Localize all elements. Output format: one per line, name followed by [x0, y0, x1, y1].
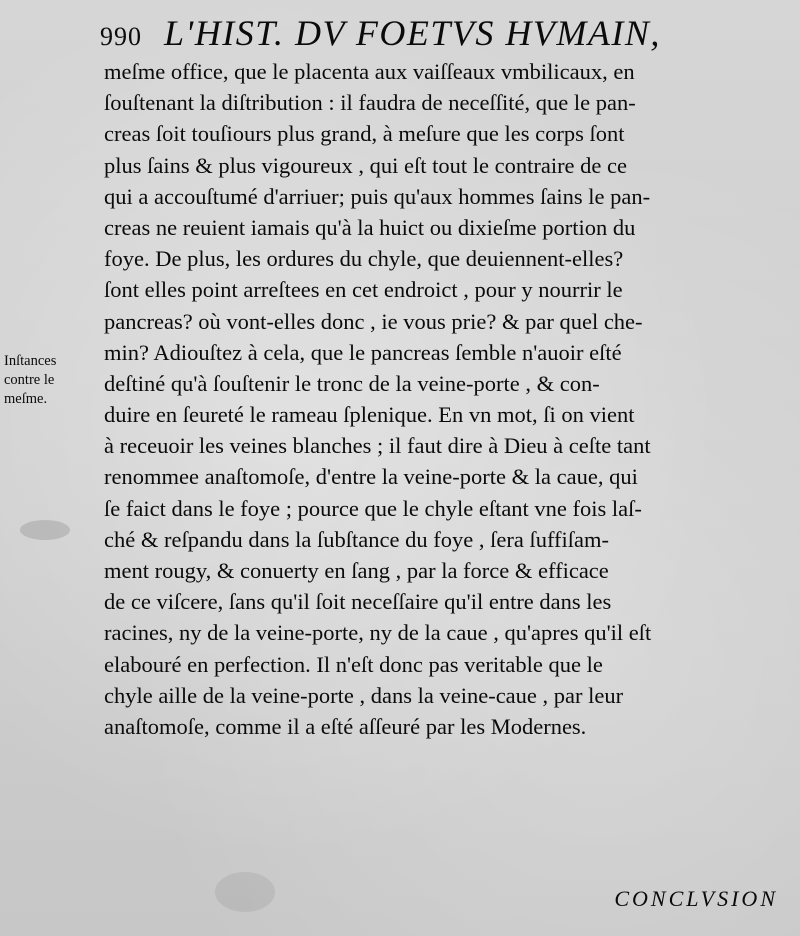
text-line: de ce viſcere, ſans qu'il ſoit neceſſaire qu'il entre dans les: [104, 589, 612, 615]
page-stain: [20, 520, 70, 540]
margin-note-line: Inſtances: [4, 353, 57, 369]
running-head: [100, 12, 780, 58]
text-line: chyle aille de la veine-porte , dans la veine-caue , par leur: [104, 682, 624, 708]
margin-note-line: meſme.: [4, 391, 48, 407]
text-line: ché & reſpandu dans la ſubſtance du foye , ſera ſuffiſam-: [104, 526, 610, 552]
text-line: foye. De plus, les ordures du chyle, que deuiennent-elles?: [104, 246, 624, 272]
page-stain: [215, 872, 275, 912]
text-line: renommee anaſtomoſe, d'entre la veine-porte & la caue, qui: [104, 464, 638, 490]
text-line: creas ſoit touſiours plus grand, à meſure que les corps ſont: [104, 121, 625, 147]
text-line: meſme office, que le placenta aux vaiſſeaux vmbilicaux, en: [104, 59, 635, 84]
text-line: plus ſains & plus vigoureux , qui eſt tout le contraire de ce: [104, 152, 628, 178]
running-title: L'HIST. DV FOETVS HVMAIN,: [164, 13, 661, 53]
margin-note: [4, 352, 98, 409]
text-line: anaſtomoſe, comme il a eſté aſſeuré par les Modernes.: [104, 713, 587, 739]
text-line: ment rougy, & conuerty en ſang , par la force & efficace: [104, 558, 609, 583]
catchword: CONCLVSION: [614, 886, 778, 911]
text-line: elabouré en perfection. Il n'eſt donc pas veritable que le: [104, 651, 603, 677]
margin-note-line: contre le: [4, 372, 55, 388]
text-line: ſouſtenant la diſtribution : il faudra de neceſſité, que le pan-: [104, 90, 636, 116]
text-line: creas ne reuient iamais qu'à la huict ou dixieſme portion du: [104, 214, 636, 240]
text-line: ſe faict dans le foye ; pource que le chyle eſtant vne fois laſ-: [104, 495, 642, 521]
text-line: pancreas? où vont-elles donc , ie vous prie? & par quel che-: [104, 308, 643, 334]
text-line: min? Adiouſtez à cela, que le pancreas ſemble n'auoir eſté: [104, 339, 622, 365]
text-line: ſont elles point arreſtees en cet endroict , pour y nourrir le: [104, 277, 623, 303]
text-line: qui a accouſtumé d'arriuer; puis qu'aux hommes ſains le pan-: [104, 183, 651, 209]
text-line: à receuoir les veines blanches ; il faut dire à Dieu à ceſte tant: [104, 433, 651, 459]
text-line: duire en ſeureté le rameau ſplenique. En vn mot, ſi on vient: [104, 402, 635, 428]
text-line: deſtiné qu'à ſouſtenir le tronc de la veine-porte , & con-: [104, 370, 600, 396]
text-line: racines, ny de la veine-porte, ny de la caue , qu'apres qu'il eſt: [104, 620, 652, 646]
page-number: 990: [100, 22, 142, 51]
body-text: [104, 56, 784, 742]
